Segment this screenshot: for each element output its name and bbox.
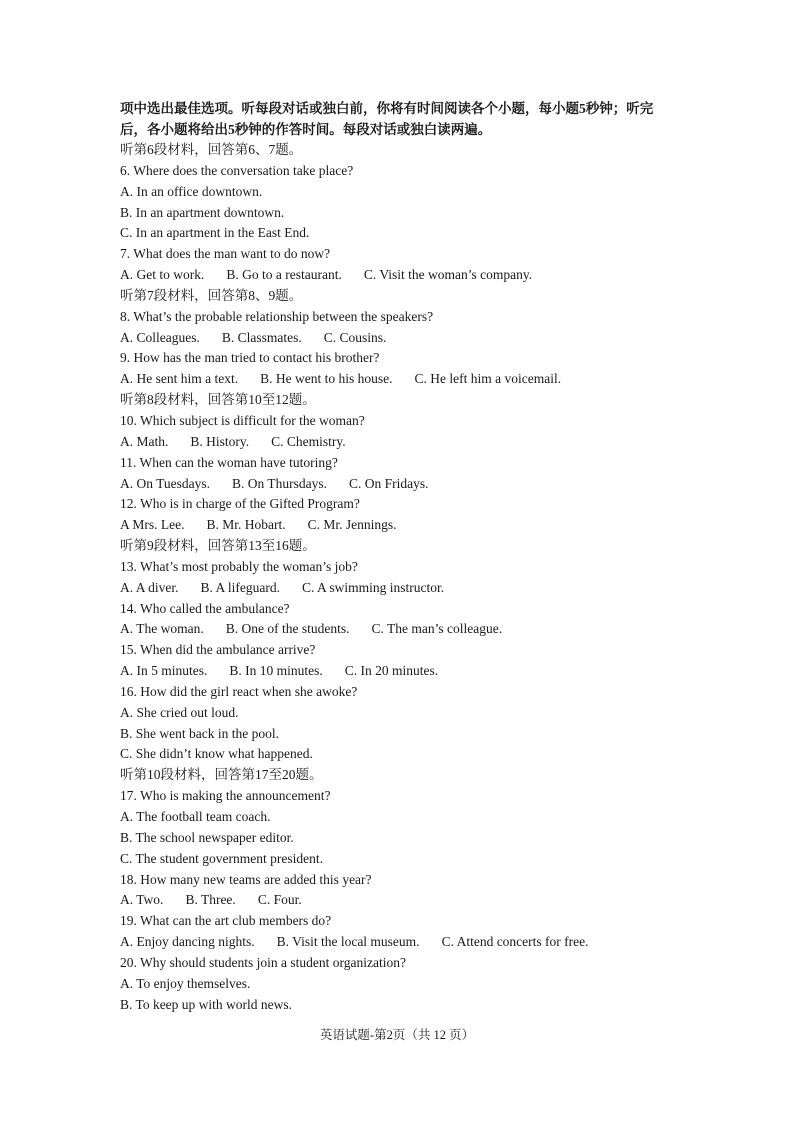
answer-option: A. The football team coach. xyxy=(120,809,271,824)
answer-option: C. She didn’t know what happened. xyxy=(120,746,313,762)
answer-option: B. Three. xyxy=(185,892,236,908)
answer-option: B. He went to his house. xyxy=(260,371,393,387)
options-row xyxy=(120,932,680,953)
answer-option: C. Attend concerts for free. xyxy=(441,934,589,950)
question-text: 8. What’s the probable relationship between the speakers? xyxy=(120,308,434,324)
question-text: 18. How many new teams are added this year? xyxy=(120,871,372,887)
answer-option: A. Get to work. xyxy=(120,267,205,283)
question-text: 12. Who is in charge of the Gifted Program? xyxy=(120,496,360,512)
question-text: 7. What does the man want to do now? xyxy=(120,246,331,262)
options-row xyxy=(120,432,680,453)
material-heading: 听第9段材料，回答第13至16题。 xyxy=(120,538,316,554)
answer-option: A. Two. xyxy=(120,892,164,908)
options-row xyxy=(120,369,680,390)
question-text: 9. How has the man tried to contact his brother? xyxy=(120,350,380,366)
material-heading: 听第6段材料，回答第6、7题。 xyxy=(120,142,303,157)
answer-option: B. A lifeguard. xyxy=(200,579,281,595)
answer-option: A. She cried out loud. xyxy=(120,704,239,720)
answer-option: B. On Thursdays. xyxy=(232,475,328,491)
answer-option: C. Cousins. xyxy=(323,329,387,345)
material-heading: 听第10段材料，回答第17至20题。 xyxy=(120,767,323,783)
options-row xyxy=(120,619,680,640)
answer-option: A. On Tuesdays. xyxy=(120,475,211,491)
answer-option: B. To keep up with world news. xyxy=(120,996,293,1012)
answer-option: B. In 10 minutes. xyxy=(229,663,323,679)
question-text: 14. Who called the ambulance? xyxy=(120,600,290,616)
answer-option: A. A diver. xyxy=(120,579,179,595)
answer-option: A Mrs. Lee. xyxy=(120,517,185,533)
answer-option: C. A swimming instructor. xyxy=(302,579,445,595)
question-text: 19. What can the art club members do? xyxy=(120,913,332,929)
answer-option: C. He left him a voicemail. xyxy=(414,371,562,387)
answer-option: C. The student government president. xyxy=(120,850,323,866)
answer-option: A. To enjoy themselves. xyxy=(120,975,251,991)
question-text: 15. When did the ambulance arrive? xyxy=(120,642,316,658)
answer-option: C. On Fridays. xyxy=(349,475,429,491)
question-text: 10. Which subject is difficult for the woman? xyxy=(120,412,365,428)
answer-option: B. She went back in the pool. xyxy=(120,725,279,741)
question-text: 16. How did the girl react when she awoke? xyxy=(120,683,358,699)
exam-page xyxy=(120,98,680,1015)
answer-option: C. In an apartment in the East End. xyxy=(120,225,310,241)
options-row xyxy=(120,578,680,599)
section-instructions: 项中选出最佳选项。听每段对话或独白前，你将有时间阅读各个小题，每小题5秒钟；听完后，各小题将给出5秒钟的作答时间。每段对话或独白读两遍。 xyxy=(120,101,654,137)
question-text: 11. When can the woman have tutoring? xyxy=(120,454,338,470)
answer-option: B. The school newspaper editor. xyxy=(120,829,294,845)
question-text: 20. Why should students join a student organization? xyxy=(120,954,406,970)
answer-option: A. The woman. xyxy=(120,621,204,637)
answer-option: B. Go to a restaurant. xyxy=(226,267,342,283)
question-list xyxy=(120,140,680,1015)
question-text: 13. What’s most probably the woman’s job? xyxy=(120,558,358,574)
answer-option: B. History. xyxy=(190,433,250,449)
question-text: 17. Who is making the announcement? xyxy=(120,788,331,804)
answer-option: B. One of the students. xyxy=(225,621,350,637)
answer-option: B. Mr. Hobart. xyxy=(206,517,286,533)
options-row xyxy=(120,890,680,911)
answer-option: A. Colleagues. xyxy=(120,329,200,345)
options-row xyxy=(120,328,680,349)
answer-option: A. Math. xyxy=(120,433,169,449)
answer-option: A. In 5 minutes. xyxy=(120,663,208,679)
options-row xyxy=(120,474,680,495)
material-heading: 听第7段材料，回答第8、9题。 xyxy=(120,287,303,303)
answer-option: C. Mr. Jennings. xyxy=(307,517,397,533)
answer-option: C. Chemistry. xyxy=(271,433,346,449)
answer-option: B. Classmates. xyxy=(221,329,302,345)
answer-option: C. The man’s colleague. xyxy=(371,621,503,637)
answer-option: B. Visit the local museum. xyxy=(276,934,420,950)
answer-option: B. In an apartment downtown. xyxy=(120,204,285,220)
answer-option: C. Visit the woman’s company. xyxy=(363,267,533,283)
material-heading: 听第8段材料，回答第10至12题。 xyxy=(120,392,316,408)
options-row xyxy=(120,515,680,536)
page-footer: 英语试题-第2页（共 12 页） xyxy=(319,1028,475,1042)
answer-option: A. Enjoy dancing nights. xyxy=(120,934,255,950)
options-row xyxy=(120,265,680,286)
answer-option: C. In 20 minutes. xyxy=(344,663,439,679)
question-text: 6. Where does the conversation take place? xyxy=(120,162,354,178)
answer-option: A. In an office downtown. xyxy=(120,183,263,199)
answer-option: A. He sent him a text. xyxy=(120,371,239,387)
answer-option: C. Four. xyxy=(257,892,302,908)
options-row xyxy=(120,661,680,682)
